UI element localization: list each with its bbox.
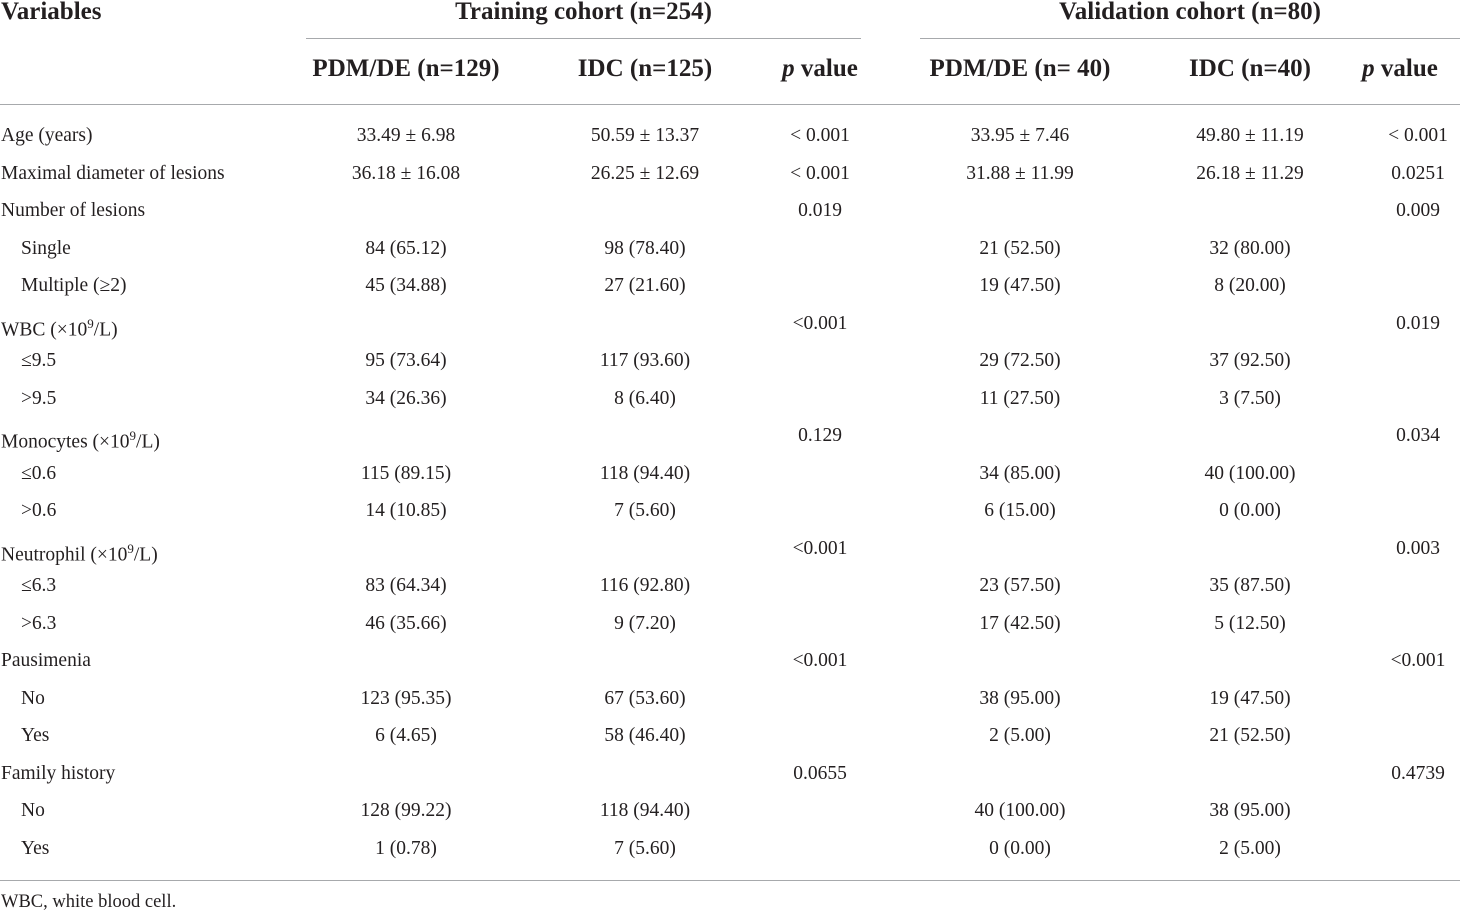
cell-val-pdm: 0 (0.00) xyxy=(989,838,1051,859)
cell-train-pdm: 95 (73.64) xyxy=(365,350,447,371)
p-value-word: value xyxy=(1374,55,1438,82)
row-label xyxy=(1,537,158,568)
cell-train-p: <0.001 xyxy=(792,650,848,671)
row-label: >9.5 xyxy=(21,388,57,409)
row-label: Single xyxy=(21,238,71,259)
col-header-val-pdm: PDM/DE (n= 40) xyxy=(929,55,1111,82)
p-italic: p xyxy=(782,55,795,82)
cell-val-idc: 5 (12.50) xyxy=(1214,613,1286,634)
cell-val-pdm: 17 (42.50) xyxy=(979,613,1061,634)
cell-train-pdm: 6 (4.65) xyxy=(375,725,437,746)
row-label xyxy=(1,424,160,455)
col-header-train-idc: IDC (n=125) xyxy=(577,55,713,82)
header-rule xyxy=(0,104,1460,105)
cell-val-p: 0.009 xyxy=(1396,200,1440,221)
row-label: No xyxy=(21,688,45,709)
cell-train-p: <0.001 xyxy=(792,538,848,559)
cell-train-pdm: 34 (26.36) xyxy=(365,388,447,409)
row-label: Number of lesions xyxy=(1,200,146,221)
cell-train-idc: 118 (94.40) xyxy=(599,800,691,821)
cell-val-idc: 35 (87.50) xyxy=(1209,575,1291,596)
cell-val-idc: 0 (0.00) xyxy=(1219,500,1281,521)
cell-val-idc: 26.18 ± 11.29 xyxy=(1196,163,1304,184)
cell-val-pdm: 21 (52.50) xyxy=(979,238,1061,259)
cell-val-p: 0.003 xyxy=(1396,538,1440,559)
row-label: >0.6 xyxy=(21,500,57,521)
row-label: >6.3 xyxy=(21,613,57,634)
cell-train-pdm: 46 (35.66) xyxy=(365,613,447,634)
cell-train-p: 0.0655 xyxy=(793,763,847,784)
cell-val-pdm: 19 (47.50) xyxy=(979,275,1061,296)
cell-train-pdm: 123 (95.35) xyxy=(360,688,452,709)
cell-val-p: 0.034 xyxy=(1396,425,1440,446)
cell-train-idc: 7 (5.60) xyxy=(614,500,676,521)
cell-val-idc: 32 (80.00) xyxy=(1209,238,1291,259)
cell-train-idc: 118 (94.40) xyxy=(599,463,691,484)
cell-val-idc: 38 (95.00) xyxy=(1209,800,1291,821)
cell-val-idc: 2 (5.00) xyxy=(1219,838,1281,859)
cell-train-pdm: 36.18 ± 16.08 xyxy=(351,163,461,184)
cell-train-pdm: 115 (89.15) xyxy=(360,463,452,484)
cell-val-p: < 0.001 xyxy=(1388,125,1448,146)
cell-val-idc: 21 (52.50) xyxy=(1209,725,1291,746)
cell-val-p: 0.0251 xyxy=(1391,163,1445,184)
row-label-superscript: 9 xyxy=(129,428,137,443)
row-label: Multiple (≥2) xyxy=(21,275,127,296)
cell-train-pdm: 33.49 ± 6.98 xyxy=(356,125,456,146)
cell-train-idc: 26.25 ± 12.69 xyxy=(590,163,700,184)
col-header-val-idc: IDC (n=40) xyxy=(1189,55,1311,82)
cell-train-idc: 8 (6.40) xyxy=(614,388,676,409)
row-label-text: Monocytes (×10 xyxy=(1,431,130,453)
row-label: Maximal diameter of lesions xyxy=(1,163,225,184)
cell-val-idc: 19 (47.50) xyxy=(1209,688,1291,709)
cell-val-idc: 49.80 ± 11.19 xyxy=(1196,125,1304,146)
cell-train-idc: 27 (21.60) xyxy=(604,275,686,296)
row-label xyxy=(1,312,118,343)
cell-train-idc: 9 (7.20) xyxy=(614,613,676,634)
cell-val-pdm: 6 (15.00) xyxy=(984,500,1056,521)
cell-train-idc: 7 (5.60) xyxy=(614,838,676,859)
cell-train-pdm: 84 (65.12) xyxy=(365,238,447,259)
row-label: Pausimenia xyxy=(1,650,91,671)
row-label-text: Neutrophil (×10 xyxy=(1,544,128,566)
cell-val-p: 0.019 xyxy=(1396,313,1440,334)
cell-val-p: 0.4739 xyxy=(1391,763,1445,784)
cell-train-idc: 117 (93.60) xyxy=(599,350,691,371)
col-header-train-p xyxy=(760,54,880,84)
table-bottom-rule xyxy=(0,880,1460,881)
row-label: Yes xyxy=(21,838,50,859)
validation-cohort-rule xyxy=(920,38,1460,39)
cell-train-p: < 0.001 xyxy=(790,163,850,184)
cell-val-idc: 8 (20.00) xyxy=(1214,275,1286,296)
validation-cohort-header: Validation cohort (n=80) xyxy=(1059,0,1321,25)
cell-val-idc: 40 (100.00) xyxy=(1204,463,1296,484)
cell-val-pdm: 23 (57.50) xyxy=(979,575,1061,596)
cell-train-p: < 0.001 xyxy=(790,125,850,146)
row-label-superscript: 9 xyxy=(87,316,94,331)
row-label: Yes xyxy=(21,725,50,746)
cell-train-pdm: 14 (10.85) xyxy=(365,500,447,521)
row-label: ≤6.3 xyxy=(21,575,57,596)
cell-val-pdm: 34 (85.00) xyxy=(979,463,1061,484)
cell-val-idc: 3 (7.50) xyxy=(1219,388,1281,409)
cell-train-idc: 67 (53.60) xyxy=(604,688,686,709)
cell-train-pdm: 45 (34.88) xyxy=(365,275,447,296)
cell-train-idc: 50.59 ± 13.37 xyxy=(590,125,700,146)
row-label: No xyxy=(21,800,45,821)
col-header-train-pdm: PDM/DE (n=129) xyxy=(312,55,500,82)
cell-train-idc: 116 (92.80) xyxy=(599,575,691,596)
row-label: Age (years) xyxy=(1,125,93,146)
row-label-unit: /L) xyxy=(136,431,160,453)
cell-val-idc: 37 (92.50) xyxy=(1209,350,1291,371)
cell-val-pdm: 2 (5.00) xyxy=(989,725,1051,746)
p-value-word: value xyxy=(794,55,858,82)
cell-val-pdm: 11 (27.50) xyxy=(979,388,1061,409)
row-label: ≤0.6 xyxy=(21,463,57,484)
cell-val-pdm: 38 (95.00) xyxy=(979,688,1061,709)
col-header-val-p xyxy=(1340,54,1460,84)
row-label: ≤9.5 xyxy=(21,350,57,371)
cell-train-p: <0.001 xyxy=(792,313,848,334)
cell-val-pdm: 31.88 ± 11.99 xyxy=(966,163,1074,184)
training-cohort-rule xyxy=(306,38,861,39)
cell-train-idc: 58 (46.40) xyxy=(604,725,686,746)
cell-val-pdm: 40 (100.00) xyxy=(974,800,1066,821)
cell-val-pdm: 29 (72.50) xyxy=(979,350,1061,371)
cell-train-p: 0.019 xyxy=(798,200,842,221)
cell-train-p: 0.129 xyxy=(798,425,842,446)
cell-train-idc: 98 (78.40) xyxy=(604,238,686,259)
footnote: WBC, white blood cell. xyxy=(1,892,177,912)
cell-train-pdm: 1 (0.78) xyxy=(375,838,437,859)
row-label: Family history xyxy=(1,763,116,784)
row-label-unit: /L) xyxy=(133,544,158,566)
p-italic: p xyxy=(1362,55,1375,82)
row-label-text: WBC (×10 xyxy=(1,319,88,341)
variables-header: Variables xyxy=(1,0,102,25)
cell-train-pdm: 83 (64.34) xyxy=(365,575,447,596)
row-label-superscript: 9 xyxy=(127,541,134,556)
cell-val-pdm: 33.95 ± 7.46 xyxy=(970,125,1070,146)
cell-val-p: <0.001 xyxy=(1390,650,1446,671)
training-cohort-header: Training cohort (n=254) xyxy=(455,0,712,25)
row-label-unit: /L) xyxy=(93,319,118,341)
cell-train-pdm: 128 (99.22) xyxy=(360,800,452,821)
